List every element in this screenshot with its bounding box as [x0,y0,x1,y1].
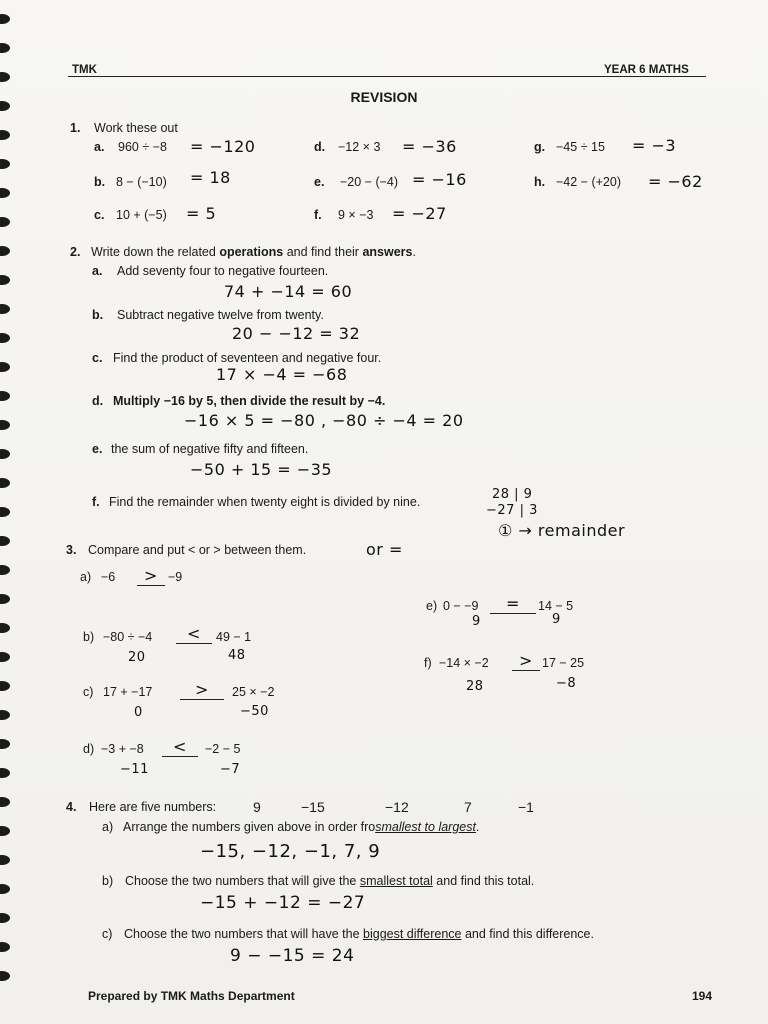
q1b-label: b. [94,175,106,189]
q1f-problem: 9 × −3 [338,208,374,222]
binder-holes [0,0,20,1024]
q2-prompt [91,245,416,259]
header-rule [68,76,706,77]
q3d-right-value: −7 [220,762,241,777]
q4-number-1: 9 [253,799,261,815]
q2e-text: the sum of negative fifty and fifteen. [111,442,309,456]
binder-hole [0,217,10,227]
binder-hole [0,594,10,604]
q3d-sign: < [162,737,198,757]
q3b-left-value: 20 [128,650,146,665]
q4b-text-part: Choose the two numbers that will give the [125,874,360,888]
q1d-problem: −12 × 3 [338,140,381,154]
footer-credit: Prepared by TMK Maths Department [88,989,295,1003]
q2-prompt-part: and find their [283,245,363,259]
q4c-text [124,927,594,941]
q1c-answer: = 5 [186,204,217,223]
q3e-left: 0 − −9 [443,599,479,613]
page-number: 194 [692,989,713,1003]
binder-hole [0,14,10,24]
q4c-text-end: and find this difference. [461,927,594,941]
q4a-text-end: . [475,820,480,834]
q2f-work-top: 28 | 9 [492,487,533,502]
q2b-text: Subtract negative twelve from twenty. [117,308,324,322]
binder-hole [0,681,10,691]
binder-hole [0,246,10,256]
q1h-problem: −42 − (+20) [556,175,621,189]
q4a-text [123,820,479,834]
q1g-answer: = −3 [632,136,677,155]
q3f-sign: > [512,651,540,671]
binder-hole [0,710,10,720]
q2c-text: Find the product of seventeen and negative four. [113,351,382,365]
q1d-label: d. [314,140,326,154]
q2a-answer: 74 + −14 = 60 [224,282,353,301]
q2d-label: d. [92,394,104,408]
q3b-right: 49 − 1 [216,630,252,644]
q3a-label: a) [80,570,92,584]
q3b-sign: < [176,624,212,644]
q1a-label: a. [94,140,105,154]
binder-hole [0,884,10,894]
binder-hole [0,333,10,343]
q3c-right-value: −50 [240,704,269,719]
binder-hole [0,536,10,546]
q2d-text: Multiply −16 by 5, then divide the result by −4. [113,394,386,408]
q4-number: 4. [66,800,77,814]
header-subject: YEAR 6 MATHS [604,64,689,76]
q2e-label: e. [92,442,103,456]
q1g-problem: −45 ÷ 15 [556,140,605,154]
binder-hole [0,304,10,314]
q3e-sign: = [490,594,536,614]
q1g-label: g. [534,140,546,154]
q2c-answer: 17 × −4 = −68 [216,365,348,384]
q1f-label: f. [314,208,322,222]
binder-hole [0,739,10,749]
q1e-label: e. [314,175,325,189]
binder-hole [0,942,10,952]
q3e-label: e) [426,599,438,613]
q2-prompt-part: Write down the related [91,245,220,259]
q3f-left: −14 × −2 [439,656,489,670]
q4b-answer: −15 + −12 = −27 [200,893,366,913]
q2d-answer: −16 × 5 = −80 , −80 ÷ −4 = 20 [184,411,464,430]
q3c-label: c) [83,685,94,699]
q3d-left-value: −11 [120,762,149,777]
q4b-underlined: smallest total [359,874,433,888]
q4a-text-part: Arrange the numbers given above in order fro [123,820,376,834]
binder-hole [0,855,10,865]
binder-hole [0,43,10,53]
q1h-answer: = −62 [648,172,703,191]
binder-hole [0,652,10,662]
q2a-label: a. [92,264,103,278]
q3-prompt: Compare and put < or > between them. [88,543,307,557]
binder-hole [0,826,10,836]
q4-number-3: −12 [385,799,409,815]
q4a-answer: −15, −12, −1, 7, 9 [200,841,381,862]
q4-number-4: 7 [464,799,472,815]
q2-prompt-part: . [412,245,416,259]
q3e-right: 14 − 5 [538,599,574,613]
binder-hole [0,391,10,401]
q3d-right: −2 − 5 [205,742,241,756]
q4c-underlined: biggest difference [363,927,462,941]
q3b-label: b) [83,630,95,644]
q1f-answer: = −27 [392,204,447,223]
q3d-label: d) [83,742,95,756]
q1e-answer: = −16 [412,170,467,189]
q4c-answer: 9 − −15 = 24 [230,946,355,966]
binder-hole [0,507,10,517]
q3a-right: −9 [168,570,183,584]
q3c-right: 25 × −2 [232,685,275,699]
binder-hole [0,275,10,285]
header-school: TMK [72,64,97,76]
q1-prompt: Work these out [94,121,178,135]
binder-hole [0,768,10,778]
q2b-answer: 20 − −12 = 32 [232,324,361,343]
q1b-problem: 8 − (−10) [116,175,167,189]
q3e-left-value: 9 [472,614,481,629]
binder-hole [0,159,10,169]
q2-prompt-bold: operations [219,245,284,259]
binder-hole [0,478,10,488]
q3e-right-value: 9 [552,612,561,627]
q2b-label: b. [92,308,104,322]
q4b-label: b) [102,874,114,888]
q2-number: 2. [70,245,81,259]
q4a-label: a) [102,820,114,834]
q4b-text [125,874,534,888]
q3f-right: 17 − 25 [542,656,585,670]
q2a-text: Add seventy four to negative fourteen. [117,264,329,278]
q1d-answer: = −36 [402,137,457,156]
page-title: REVISION [350,89,418,105]
binder-hole [0,565,10,575]
q3c-left: 17 + −17 [103,685,153,699]
q2f-label: f. [92,495,100,509]
binder-hole [0,362,10,372]
q3a-sign: > [137,566,165,586]
binder-hole [0,971,10,981]
binder-hole [0,188,10,198]
q1-number: 1. [70,121,81,135]
binder-hole [0,913,10,923]
binder-hole [0,797,10,807]
q1c-problem: 10 + (−5) [116,208,167,222]
q4b-text-end: and find this total. [432,874,535,888]
binder-hole [0,420,10,430]
q4a-underlined: smallest to largest [375,820,476,834]
q3a-left: −6 [101,570,116,584]
q2f-work-bottom: −27 | 3 [486,503,538,518]
q4c-label: c) [102,927,113,941]
q1a-problem: 960 ÷ −8 [118,140,167,154]
q3f-left-value: 28 [466,679,484,694]
q3c-left-value: 0 [134,705,143,720]
q3d-left: −3 + −8 [101,742,144,756]
q1b-answer: = 18 [190,168,231,187]
q2f-text: Find the remainder when twenty eight is divided by nine. [109,495,421,509]
q1e-problem: −20 − (−4) [340,175,399,189]
q3c-sign: > [180,680,224,700]
q2f-answer: ① → remainder [498,521,626,540]
q3b-right-value: 48 [228,648,246,663]
q4-number-2: −15 [301,799,325,815]
q1c-label: c. [94,208,105,222]
q4-prompt: Here are five numbers: [89,800,217,814]
q3f-right-value: −8 [556,676,577,691]
q4c-text-part: Choose the two numbers that will have the [124,927,364,941]
q1h-label: h. [534,175,546,189]
q3b-left: −80 ÷ −4 [103,630,153,644]
q3-number: 3. [66,543,77,557]
q2c-label: c. [92,351,103,365]
binder-hole [0,449,10,459]
q3f-label: f) [424,656,432,670]
binder-hole [0,130,10,140]
q2e-answer: −50 + 15 = −35 [190,460,333,479]
q4-number-5: −1 [518,799,534,815]
binder-hole [0,623,10,633]
q1a-answer: = −120 [190,137,256,156]
q2-prompt-bold: answers [362,245,413,259]
binder-hole [0,72,10,82]
q3-note: or = [366,540,403,559]
